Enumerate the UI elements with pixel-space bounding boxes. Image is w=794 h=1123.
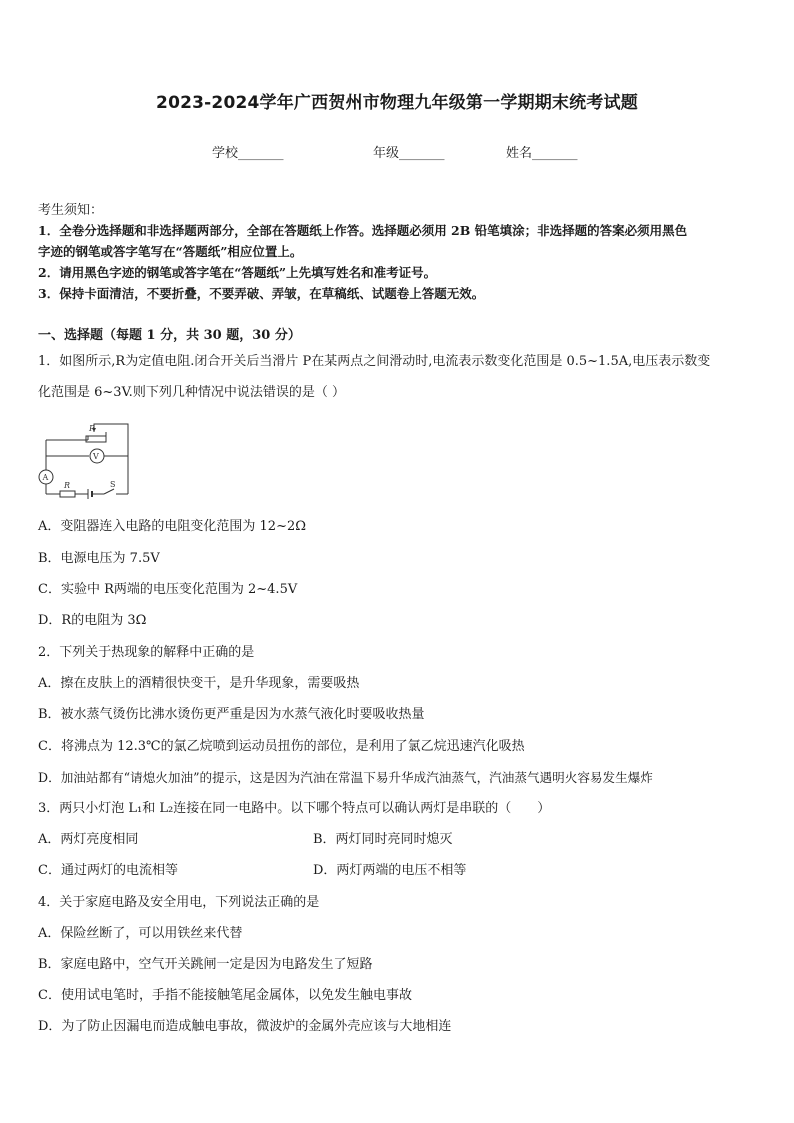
- q3-option-c: C．通过两灯的电流相等: [38, 863, 178, 878]
- q3-stem: 3．两只小灯泡 L₁和 L₂连接在同一电路中。以下哪个特点可以确认两灯是串联的（ ）: [38, 801, 551, 816]
- label-a: A: [42, 473, 49, 482]
- q2-option-a: A．擦在皮肤上的酒精很快变干，是升华现象，需要吸热: [38, 676, 360, 691]
- q1-option-b: B．电源电压为 7.5V: [38, 551, 160, 566]
- q2-option-b: B．被水蒸气烫伤比沸水烫伤更严重是因为水蒸气液化时要吸收热量: [38, 707, 425, 722]
- label-r: R: [64, 481, 71, 490]
- q4-option-d: D．为了防止因漏电而造成触电事故，微波炉的金属外壳应该与大地相连: [38, 1019, 452, 1034]
- notice-heading: 考生须知：: [38, 203, 104, 218]
- grade-field: 年级_______: [373, 146, 445, 161]
- q4-option-c: C．使用试电笔时，手指不能接触笔尾金属体，以免发生触电事故: [38, 988, 412, 1003]
- q4-option-b: B．家庭电路中，空气开关跳闸一定是因为电路发生了短路: [38, 957, 373, 972]
- label-p: P: [89, 424, 95, 433]
- q2-option-d: D．加油站都有“请熄火加油”的提示，这是因为汽油在常温下易升华成汽油蒸气，汽油蒸气遇明火容易发生爆炸: [38, 770, 653, 785]
- q3-option-b: B．两灯同时亮同时熄灭: [313, 832, 453, 847]
- notice-item: 2．请用黑色字迹的钢笔或答字笔在“答题纸”上先填写姓名和准考证号。: [38, 265, 437, 280]
- circuit-diagram: [36, 418, 136, 502]
- q4-option-a: A．保险丝断了，可以用铁丝来代替: [38, 926, 243, 941]
- q2-option-c: C．将沸点为 12.3℃的氯乙烷喷到运动员扭伤的部位，是利用了氯乙烷迅速汽化吸热: [38, 739, 525, 754]
- q1-option-d: D．R的电阻为 3Ω: [38, 613, 147, 628]
- q2-stem: 2．下列关于热现象的解释中正确的是: [38, 645, 255, 660]
- notice-item: 1．全卷分选择题和非选择题两部分，全部在答题纸上作答。选择题必须用 2B 铅笔填涂；非选择题的答案必须用黑色: [38, 223, 688, 238]
- exam-title: 2023-2024学年广西贺州市物理九年级第一学期期末统考试题: [156, 93, 638, 113]
- notice-item: 3．保持卡面清洁，不要折叠，不要弄破、弄皱，在草稿纸、试题卷上答题无效。: [38, 286, 485, 301]
- q1-stem-line1: 1．如图所示,R为定值电阻.闭合开关后当滑片 P在某两点之间滑动时,电流表示数变化范围是 0.5~1.5A,电压表示数变: [38, 354, 711, 369]
- notice-item: 字迹的钢笔或答字笔写在“答题纸”相应位置上。: [38, 244, 303, 259]
- q1-option-a: A．变阻器连入电路的电阻变化范围为 12~2Ω: [38, 519, 307, 534]
- q3-option-d: D．两灯两端的电压不相等: [313, 863, 467, 878]
- section-heading: 一、选择题（每题 1 分，共 30 题，30 分）: [38, 328, 301, 343]
- q4-stem: 4．关于家庭电路及安全用电，下列说法正确的是: [38, 895, 320, 910]
- school-field: 学校_______: [212, 146, 284, 161]
- q3-option-a: A．两灯亮度相同: [38, 832, 139, 847]
- label-s: S: [110, 480, 116, 489]
- label-v: V: [93, 452, 99, 461]
- name-field: 姓名_______: [506, 146, 578, 161]
- q1-option-c: C．实验中 R两端的电压变化范围为 2~4.5V: [38, 582, 298, 597]
- q1-stem-line2: 化范围是 6~3V.则下列几种情况中说法错误的是（ ）: [38, 385, 345, 400]
